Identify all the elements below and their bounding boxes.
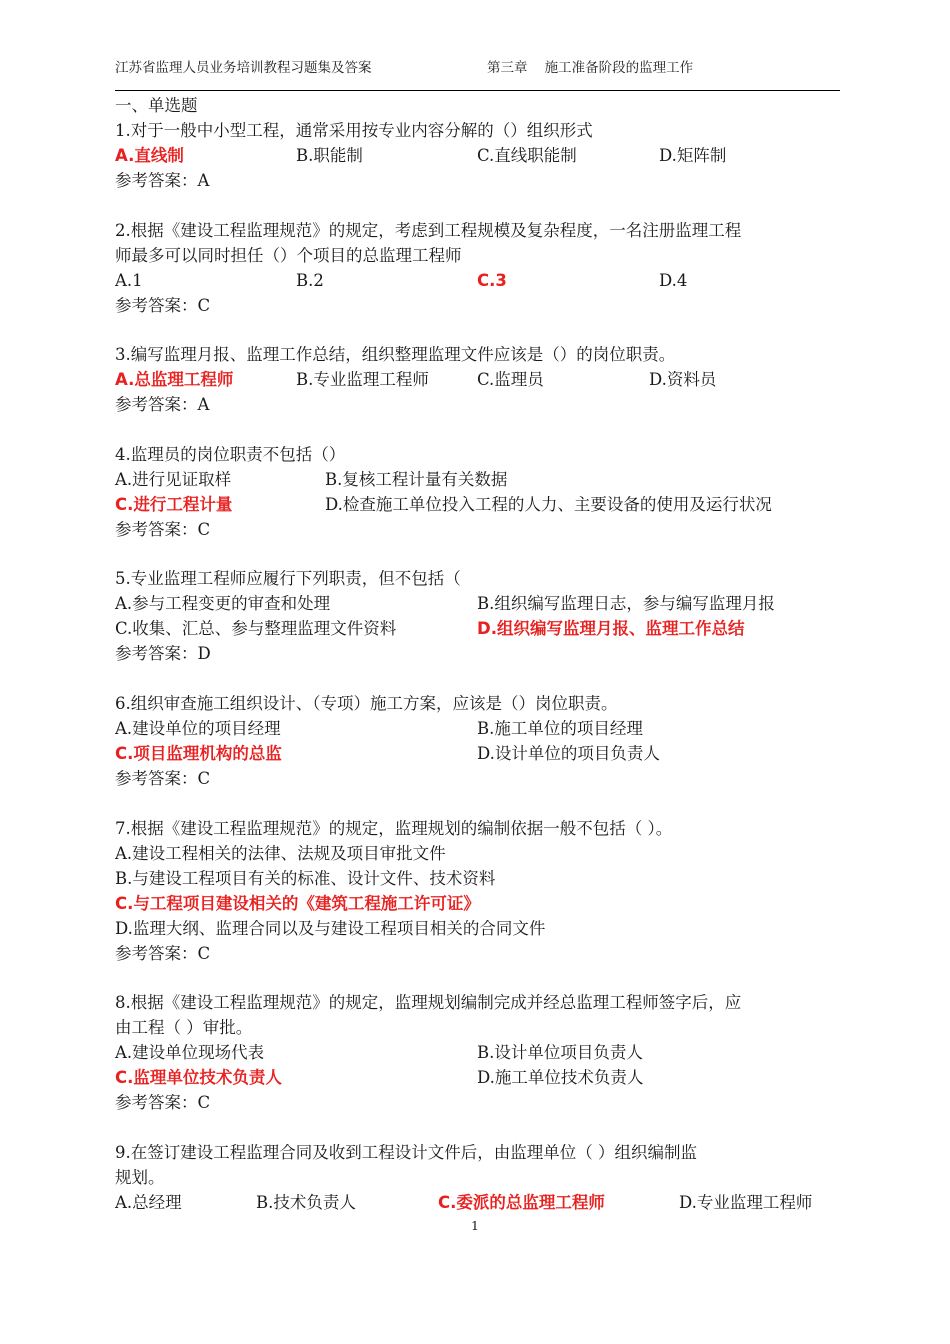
option-a: A.建设单位的项目经理 xyxy=(115,718,281,738)
option-a: A.1 xyxy=(115,270,143,290)
option-c: C.进行工程计量 xyxy=(115,494,233,514)
option-b: B.组织编写监理日志，参与编写监理月报 xyxy=(477,594,775,614)
option-b: B.2 xyxy=(296,270,324,290)
header-chapter-title: 第三章 施工准备阶段的监理工作 xyxy=(487,60,694,76)
option-b: B.职能制 xyxy=(296,146,363,165)
question-8 xyxy=(115,990,843,1115)
question-stem: 1.对于一般中小型工程，通常采用按专业内容分解的（）组织形式 xyxy=(115,121,593,140)
question-stem: 3.编写监理月报、监理工作总结，组织整理监理文件应该是（）的岗位职责。 xyxy=(115,345,676,365)
reference-answer: 参考答案：C xyxy=(115,295,211,315)
page-number: 1 xyxy=(471,1218,479,1233)
options-row xyxy=(115,467,843,492)
option-d: D.资料员 xyxy=(649,370,717,390)
option-c: C.委派的总监理工程师 xyxy=(438,1192,605,1212)
option-d: D.矩阵制 xyxy=(659,146,727,165)
reference-answer: 参考答案：C xyxy=(115,1093,211,1113)
option-b: B.设计单位项目负责人 xyxy=(477,1043,643,1063)
options-row xyxy=(115,143,843,168)
option-a: A.进行见证取样 xyxy=(115,469,232,489)
options-row xyxy=(115,1065,843,1090)
reference-answer: 参考答案：C xyxy=(115,943,211,963)
option-a: A.参与工程变更的审查和处理 xyxy=(115,594,331,614)
option-c: C.监理员 xyxy=(477,370,544,390)
question-stem: 6.组织审查施工组织设计、（专项）施工方案，应该是（）岗位职责。 xyxy=(115,693,618,713)
question-5 xyxy=(115,566,843,666)
option-d: D.4 xyxy=(659,270,688,290)
options-row xyxy=(115,1190,843,1215)
reference-answer: 参考答案：C xyxy=(115,768,211,788)
option-c: C.与工程项目建设相关的《建筑工程施工许可证》 xyxy=(115,893,480,913)
option-b: B.与建设工程项目有关的标准、设计文件、技术资料 xyxy=(115,868,496,888)
option-c: C.直线职能制 xyxy=(477,146,577,165)
question-4 xyxy=(115,442,843,542)
reference-answer: 参考答案：A xyxy=(115,171,210,190)
option-a: A.总经理 xyxy=(115,1192,182,1212)
question-6 xyxy=(115,691,843,791)
question-7 xyxy=(115,816,843,966)
question-stem: 8.根据《建设工程监理规范》的规定，监理规划编制完成并经总监理工程师签字后，应 xyxy=(115,993,742,1013)
option-c: C.收集、汇总、参与整理监理文件资料 xyxy=(115,619,397,639)
option-d: D.组织编写监理月报、监理工作总结 xyxy=(477,619,745,639)
option-b: B.施工单位的项目经理 xyxy=(477,718,643,738)
question-stem-continued: 师最多可以同时担任（）个项目的总监理工程师 xyxy=(115,245,462,265)
options-row xyxy=(115,591,843,616)
question-3 xyxy=(115,342,843,417)
option-a: A.建设单位现场代表 xyxy=(115,1043,265,1063)
option-c: C.监理单位技术负责人 xyxy=(115,1068,282,1088)
option-a: A.总监理工程师 xyxy=(115,370,234,390)
option-d: D.专业监理工程师 xyxy=(679,1192,813,1212)
question-9 xyxy=(115,1140,843,1215)
option-b: B.复核工程计量有关数据 xyxy=(325,469,508,489)
option-d: D.检查施工单位投入工程的人力、主要设备的使用及运行状况 xyxy=(325,494,772,514)
options-row xyxy=(115,268,843,293)
option-d: D.监理大纲、监理合同以及与建设工程项目相关的合同文件 xyxy=(115,918,546,938)
reference-answer: 参考答案：D xyxy=(115,644,211,664)
header-document-title: 江苏省监理人员业务培训教程习题集及答案 xyxy=(115,60,372,76)
options-row xyxy=(115,716,843,741)
options-row xyxy=(115,367,843,392)
option-b: B.专业监理工程师 xyxy=(296,370,429,390)
option-a: A.建设工程相关的法律、法规及项目审批文件 xyxy=(115,843,446,863)
option-a: A.直线制 xyxy=(115,146,184,165)
question-stem: 5.专业监理工程师应履行下列职责，但不包括（ xyxy=(115,569,461,589)
option-c: C.3 xyxy=(477,270,507,290)
option-d: D.设计单位的项目负责人 xyxy=(477,743,660,763)
question-stem-continued: 规划。 xyxy=(115,1167,165,1187)
option-b: B.技术负责人 xyxy=(256,1192,356,1212)
question-stem-continued: 由工程（ ）审批。 xyxy=(115,1018,253,1038)
option-c: C.项目监理机构的总监 xyxy=(115,743,282,763)
section-title: 一、单选题 xyxy=(115,96,198,115)
question-stem: 7.根据《建设工程监理规范》的规定，监理规划的编制依据一般不包括（ ）。 xyxy=(115,818,673,838)
options-row xyxy=(115,1040,843,1065)
option-d: D.施工单位技术负责人 xyxy=(477,1068,644,1088)
question-2 xyxy=(115,218,843,318)
reference-answer: 参考答案：C xyxy=(115,519,211,539)
document-body xyxy=(115,93,843,1215)
reference-answer: 参考答案：A xyxy=(115,395,210,415)
question-stem: 4.监理员的岗位职责不包括（） xyxy=(115,444,346,464)
question-1 xyxy=(115,118,843,193)
options-row xyxy=(115,741,843,766)
options-row xyxy=(115,616,843,641)
header-rule xyxy=(115,90,840,91)
page-header xyxy=(115,56,840,76)
question-stem: 2.根据《建设工程监理规范》的规定，考虑到工程规模及复杂程度，一名注册监理工程 xyxy=(115,220,742,240)
options-row xyxy=(115,492,843,517)
question-stem: 9.在签订建设工程监理合同及收到工程设计文件后，由监理单位（ ）组织编制监 xyxy=(115,1142,697,1162)
